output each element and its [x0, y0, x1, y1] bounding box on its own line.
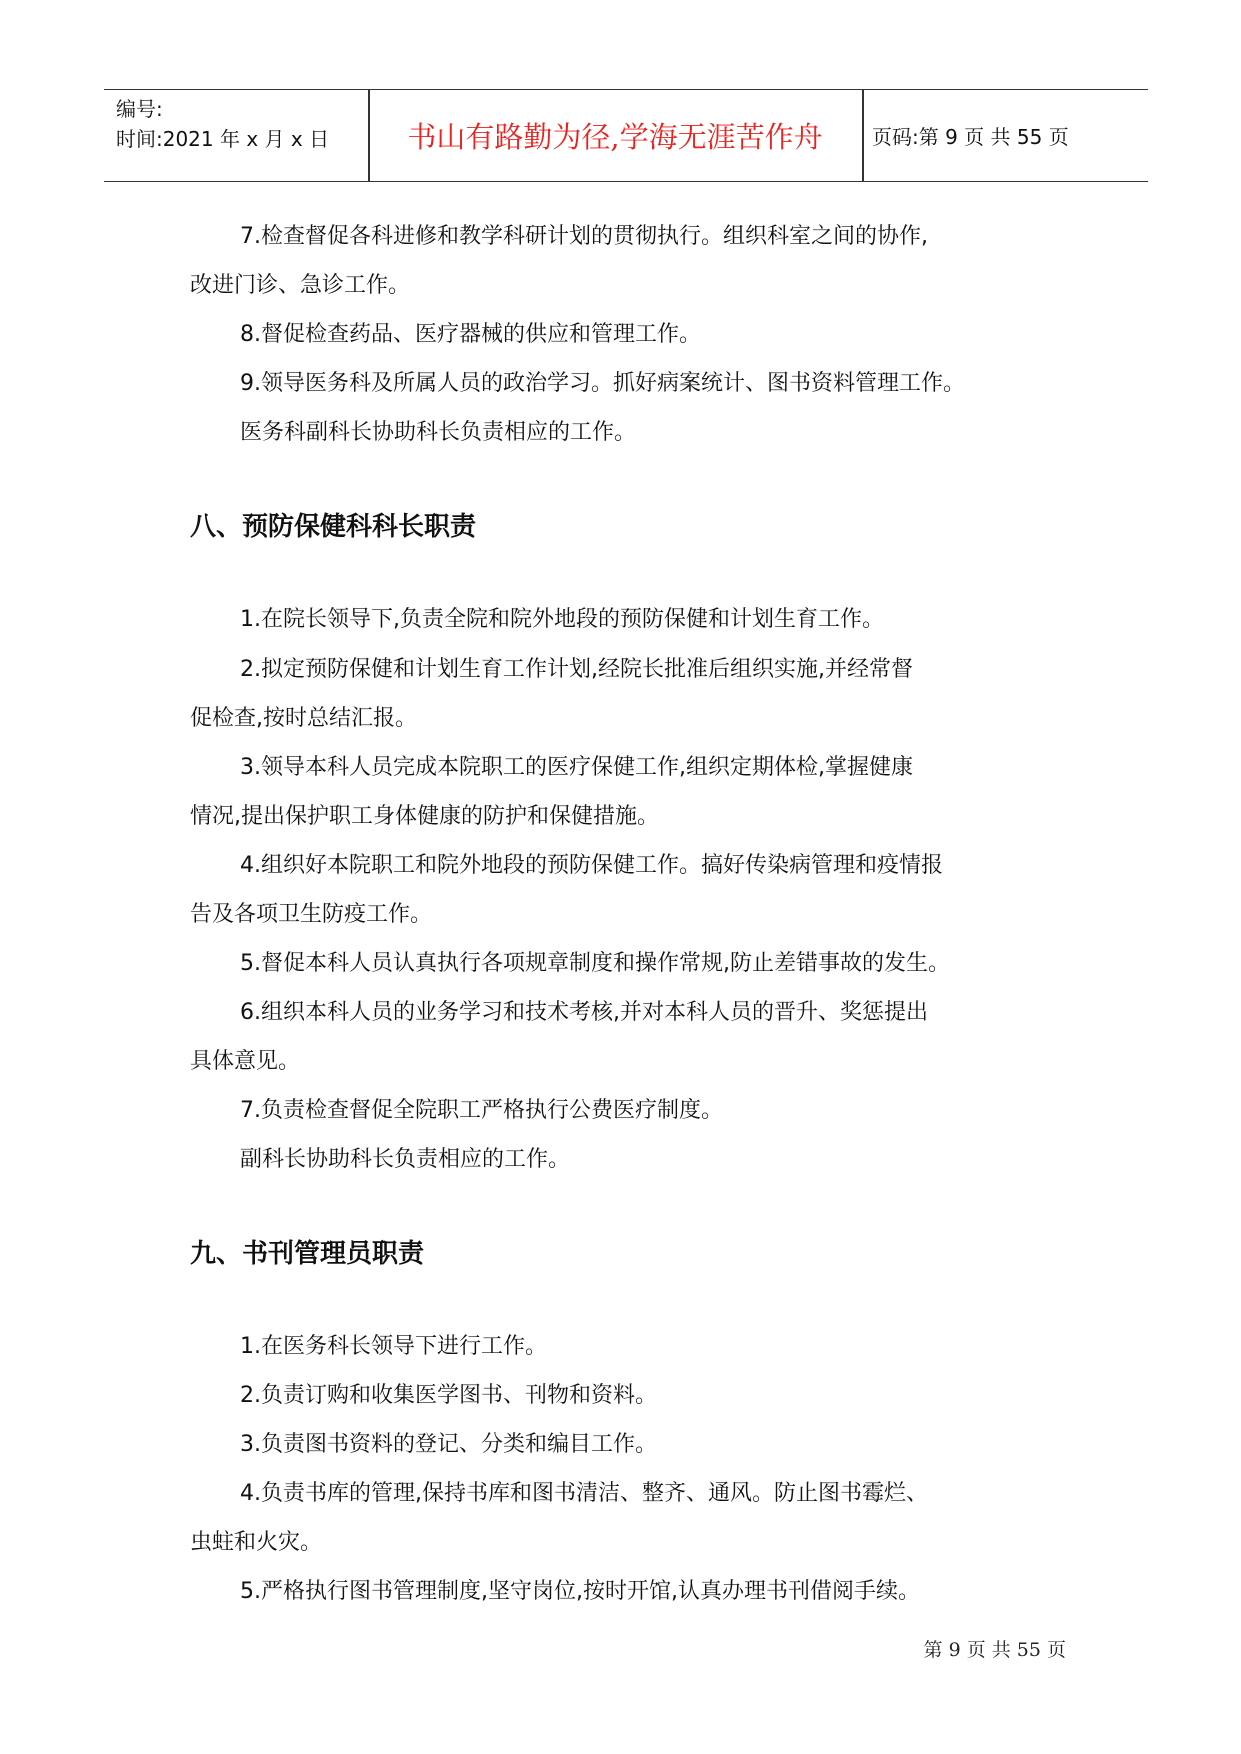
paragraph: 4.组织好本院职工和院外地段的预防保健工作。搞好传染病管理和疫情报: [240, 853, 943, 878]
paragraph: 5.严格执行图书管理制度,坚守岗位,按时开馆,认真办理书刊借阅手续。: [240, 1579, 920, 1604]
paragraph: 改进门诊、急诊工作。: [190, 273, 411, 298]
paragraph: 促检查,按时总结汇报。: [190, 706, 417, 731]
header-motto: 书山有路勤为径,学海无涯苦作舟: [407, 120, 823, 154]
paragraph: 3.领导本科人员完成本院职工的医疗保健工作,组织定期体检,掌握健康: [240, 755, 913, 780]
paragraph: 9.领导医务科及所属人员的政治学习。抓好病案统计、图书资料管理工作。: [240, 371, 965, 396]
paragraph: 1.在院长领导下,负责全院和院外地段的预防保健和计划生育工作。: [240, 607, 884, 632]
header-meta: [116, 94, 364, 154]
paragraph: 3.负责图书资料的登记、分类和编目工作。: [240, 1432, 657, 1457]
paragraph: 4.负责书库的管理,保持书库和图书清洁、整齐、通风。防止图书霉烂、: [240, 1481, 928, 1506]
paragraph: 2.拟定预防保健和计划生育工作计划,经院长批准后组织实施,并经常督: [240, 657, 913, 682]
paragraph: 7.检查督促各科进修和教学科研计划的贯彻执行。组织科室之间的协作,: [240, 224, 928, 249]
paragraph: 6.组织本科人员的业务学习和技术考核,并对本科人员的晋升、奖惩提出: [240, 1000, 928, 1025]
paragraph: 情况,提出保护职工身体健康的防护和保健措施。: [190, 804, 659, 829]
page-header: [104, 89, 1148, 182]
paragraph: 5.督促本科人员认真执行各项规章制度和操作常规,防止差错事故的发生。: [240, 951, 950, 976]
section-heading: 九、书刊管理员职责: [190, 1239, 425, 1269]
paragraph: 医务科副科长协助科长负责相应的工作。: [240, 420, 637, 445]
page-footer: 第 9 页 共 55 页: [923, 1639, 1066, 1661]
paragraph: 具体意见。: [190, 1049, 301, 1074]
paragraph: 虫蛀和火灾。: [190, 1530, 323, 1555]
paragraph: 1.在医务科长领导下进行工作。: [240, 1334, 547, 1359]
paragraph: 2.负责订购和收集医学图书、刊物和资料。: [240, 1383, 657, 1408]
document-number-label: 编号:: [116, 97, 163, 121]
paragraph: 副科长协助科长负责相应的工作。: [240, 1147, 571, 1172]
paragraph: 告及各项卫生防疫工作。: [190, 902, 433, 927]
header-page-info: 页码:第 9 页 共 55 页: [872, 125, 1069, 149]
paragraph: 7.负责检查督促全院职工严格执行公费医疗制度。: [240, 1098, 723, 1123]
paragraph: 8.督促检查药品、医疗器械的供应和管理工作。: [240, 322, 701, 347]
section-heading: 八、预防保健科科长职责: [190, 512, 477, 542]
header-divider: [862, 90, 864, 181]
document-time-label: 时间:2021 年 x 月 x 日: [116, 127, 330, 151]
